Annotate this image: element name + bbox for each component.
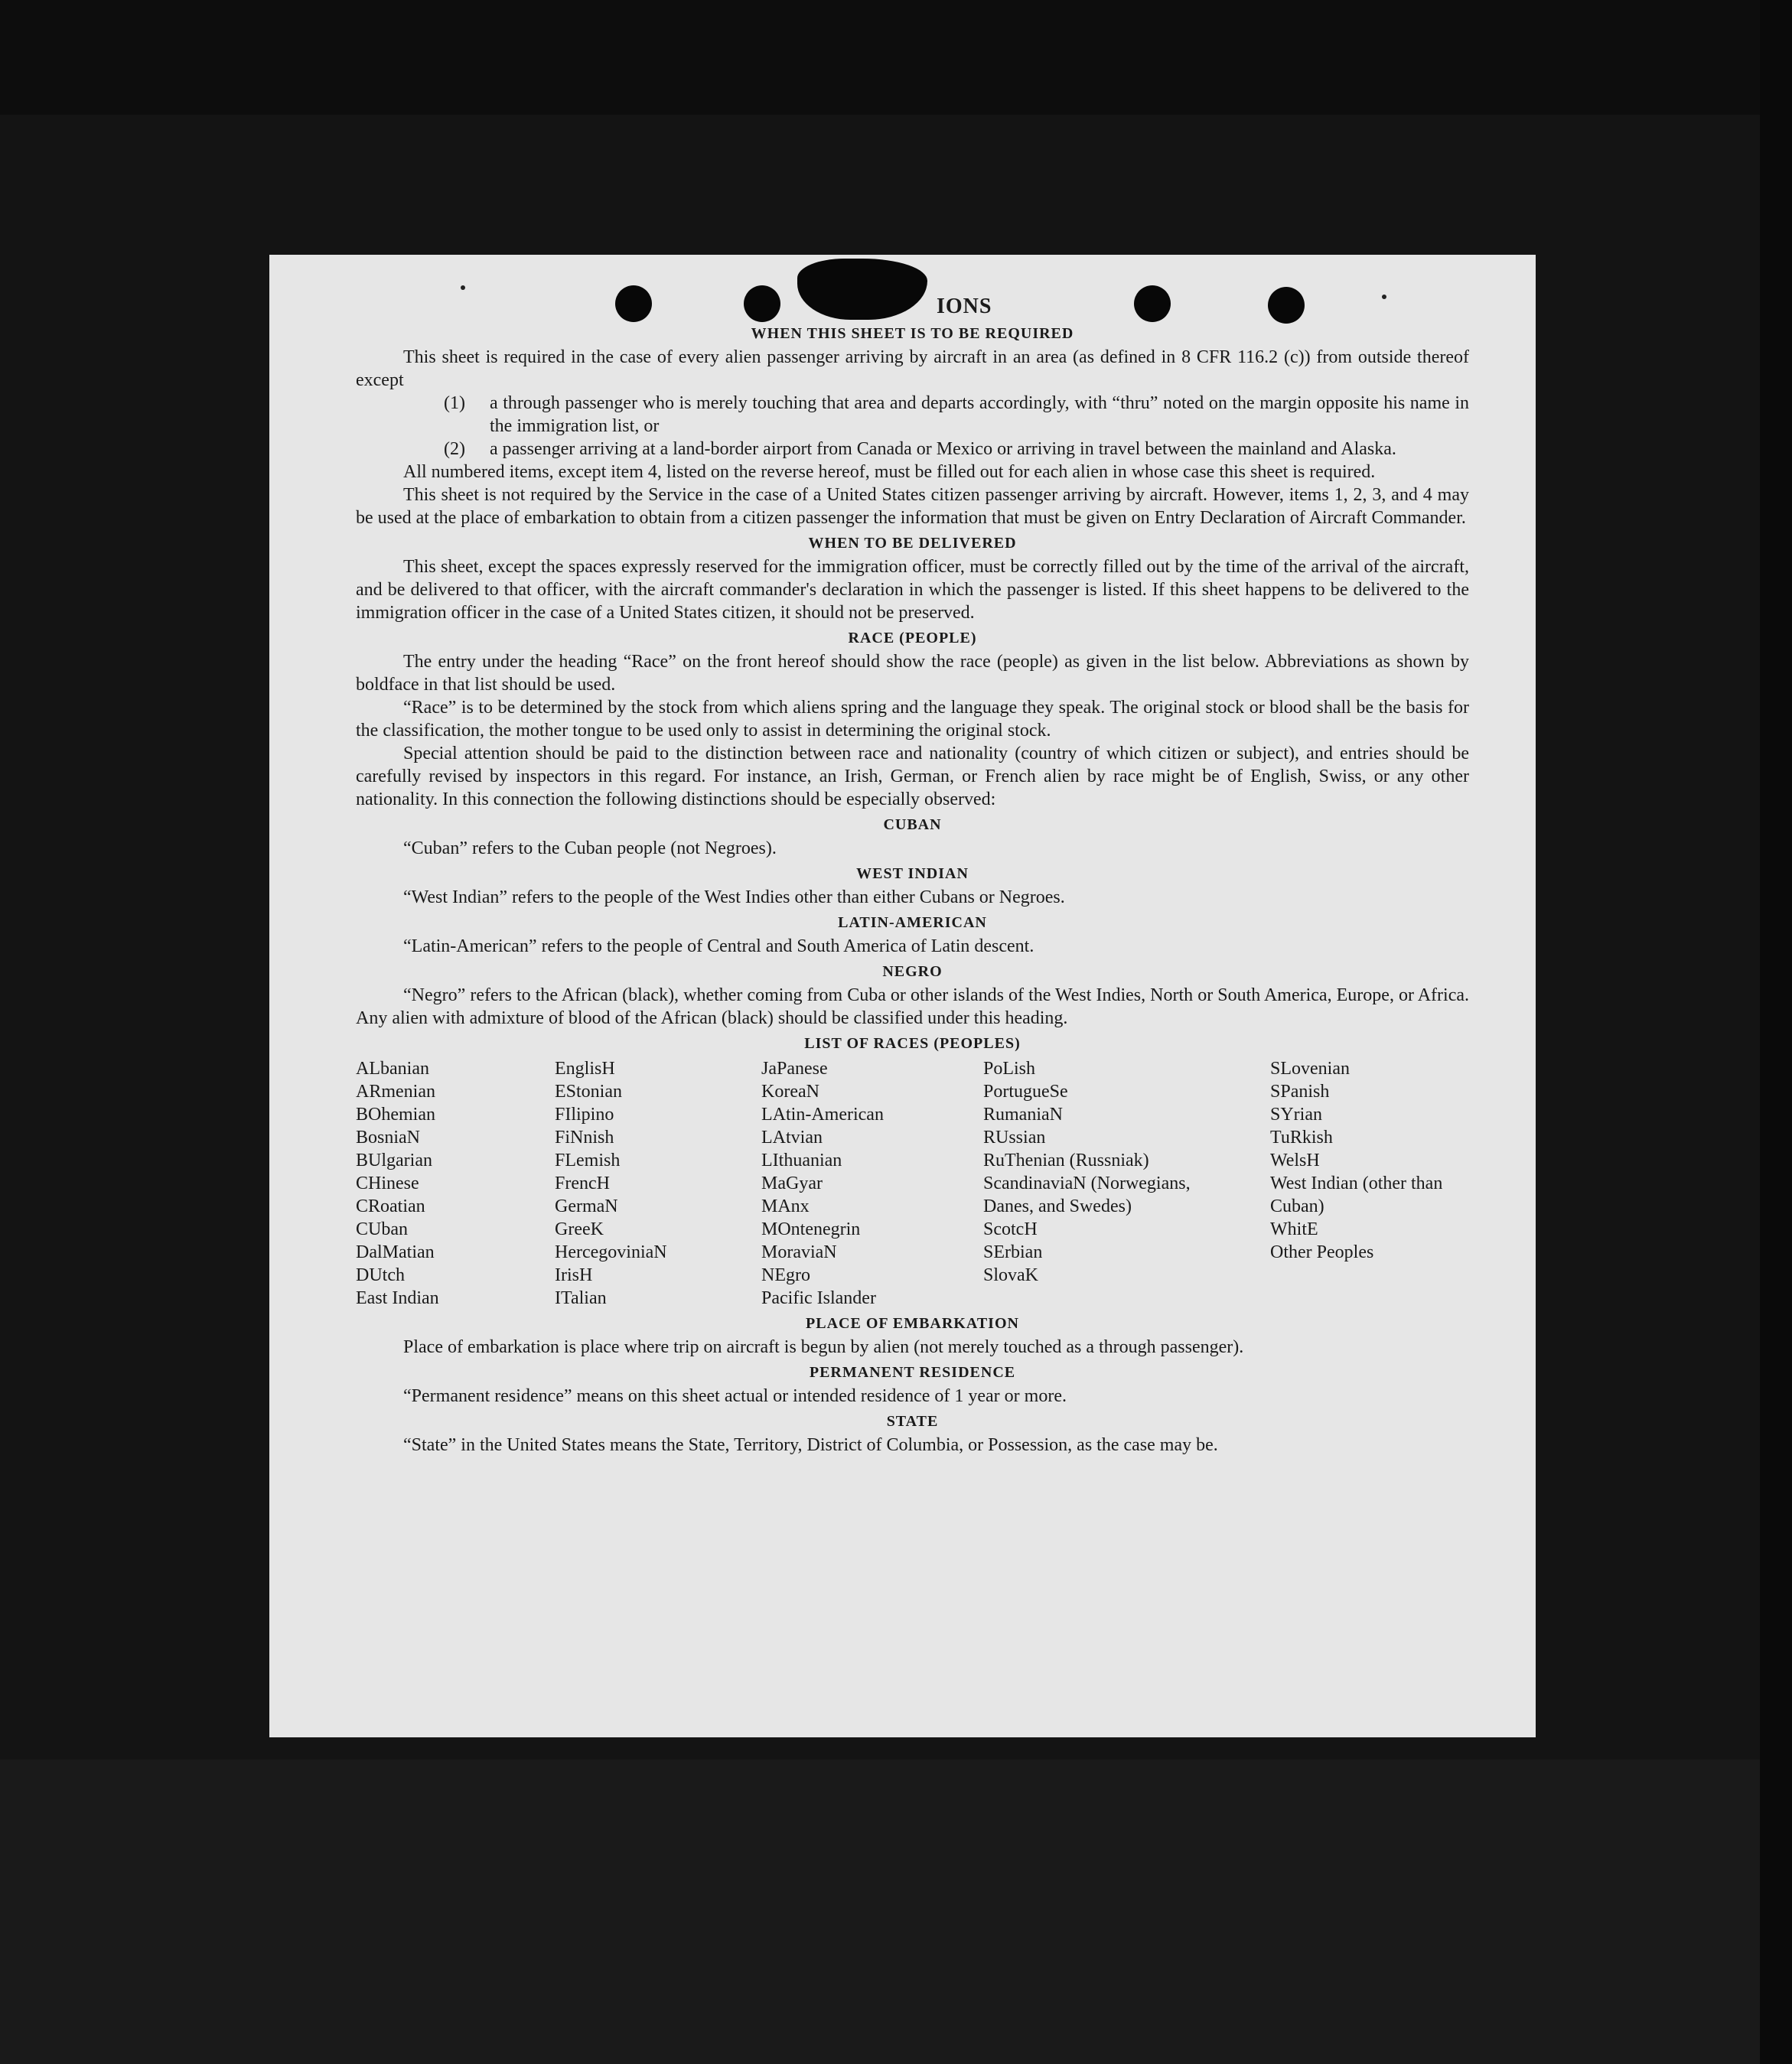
- race-entry: GermaN: [555, 1196, 618, 1216]
- paragraph-delivery: This sheet, except the spaces expressly reserved for the immigration officer, must be correctly filled out by the time of the arrival of the aircraft, and be delivered to that officer, with the aircraft commander's declaration in which the passenger is listed. If this sheet happens to be delivered to the immigration officer in the case of a United States citizen, it should not be preserved.: [356, 557, 1469, 623]
- race-entry: RuThenian (Russniak): [983, 1151, 1149, 1170]
- paragraph-west-indian: “West Indian” refers to the people of the West Indies other than either Cubans or Negroes.: [403, 887, 1065, 907]
- heading-west-indian: WEST INDIAN: [856, 865, 969, 882]
- speck: [1382, 295, 1386, 299]
- race-entry-scandinavian: ScandinaviaN (Norwegians, Danes, and Swedes): [983, 1174, 1191, 1216]
- film-edge-right: [1760, 0, 1792, 2064]
- item-text: a through passenger who is merely touching that area and departs accordingly, with “thru” noted on the margin opposite his name in the immigration list, or: [490, 393, 1469, 436]
- heading-list-of-races: LIST OF RACES (PEOPLES): [804, 1035, 1021, 1052]
- race-entry: SErbian: [983, 1242, 1043, 1262]
- speck: [461, 285, 465, 290]
- heading-embarkation: PLACE OF EMBARKATION: [806, 1315, 1019, 1332]
- heading-when-required: WHEN THIS SHEET IS TO BE REQUIRED: [751, 325, 1074, 342]
- heading-race: RACE (PEOPLE): [848, 630, 977, 646]
- paragraph-numbered-items: All numbered items, except item 4, listed on the reverse hereof, must be filled out for each alien in whose case this sheet is required.: [403, 462, 1376, 482]
- race-entry: ScotcH: [983, 1219, 1038, 1239]
- race-entry: BUlgarian: [356, 1151, 432, 1170]
- race-entry: NEgro: [761, 1265, 810, 1285]
- race-entry: FIlipino: [555, 1105, 614, 1125]
- race-entry: KoreaN: [761, 1082, 819, 1102]
- item-number: (1): [444, 393, 465, 413]
- race-entry: Pacific Islander: [761, 1288, 876, 1308]
- race-entry: DalMatian: [356, 1242, 435, 1262]
- exception-item-1: [356, 392, 1469, 438]
- paragraph-residence: “Permanent residence” means on this sheet actual or intended residence of 1 year or more.: [403, 1386, 1067, 1406]
- race-entry: EnglisH: [555, 1059, 615, 1079]
- race-entry: SlovaK: [983, 1265, 1038, 1285]
- race-entry: LAtin-American: [761, 1105, 884, 1125]
- sheet-title-fragment: IONS: [937, 295, 992, 318]
- race-entry: HercegoviniaN: [555, 1242, 667, 1262]
- film-edge-bottom: [0, 1760, 1792, 2064]
- race-entry: EStonian: [555, 1082, 622, 1102]
- races-column-1: [356, 1057, 555, 1310]
- race-entry: ARmenian: [356, 1082, 435, 1102]
- race-entry: MoraviaN: [761, 1242, 837, 1262]
- paragraph-cuban: “Cuban” refers to the Cuban people (not Negroes).: [403, 838, 777, 858]
- paragraph-intro: This sheet is required in the case of every alien passenger arriving by aircraft in an area (as defined in 8 CFR 116.2 (c)) from outside thereof except: [356, 347, 1469, 390]
- race-entry: CHinese: [356, 1174, 419, 1193]
- race-entry: FrencH: [555, 1174, 610, 1193]
- heading-residence: PERMANENT RESIDENCE: [809, 1364, 1016, 1381]
- punch-hole: [1134, 285, 1171, 322]
- paragraph-race-1: The entry under the heading “Race” on the front hereof should show the race (people) as given in the list below. Abbreviations as shown by boldface in that list should be used.: [356, 652, 1469, 695]
- race-entry: WhitE: [1270, 1219, 1318, 1239]
- race-entry: East Indian: [356, 1288, 439, 1308]
- race-entry: TuRkish: [1270, 1128, 1333, 1148]
- heading-latin-american: LATIN-AMERICAN: [838, 914, 987, 931]
- race-entry: BOhemian: [356, 1105, 435, 1125]
- punch-hole: [1268, 287, 1305, 324]
- torn-area: [797, 259, 927, 320]
- races-column-4: [983, 1057, 1270, 1310]
- instruction-sheet: [269, 255, 1536, 1737]
- races-column-5: [1270, 1057, 1469, 1310]
- race-entry: MAnx: [761, 1196, 810, 1216]
- heading-negro: NEGRO: [882, 963, 943, 980]
- paragraph-race-2: “Race” is to be determined by the stock from which aliens spring and the language they speak. The original stock or blood shall be the basis for the classification, the mother tongue to be used only to assist in determining the original stock.: [356, 698, 1469, 741]
- race-entry: SPanish: [1270, 1082, 1330, 1102]
- race-entry: ALbanian: [356, 1059, 429, 1079]
- race-entry: IrisH: [555, 1265, 593, 1285]
- item-text: a passenger arriving at a land-border airport from Canada or Mexico or arriving in travel between the mainland and Alaska.: [490, 439, 1396, 459]
- race-entry: GreeK: [555, 1219, 604, 1239]
- race-entry: JaPanese: [761, 1059, 828, 1079]
- race-entry: BosniaN: [356, 1128, 420, 1148]
- heading-cuban: CUBAN: [883, 816, 942, 833]
- races-list: [356, 1057, 1469, 1310]
- paragraph-embarkation: Place of embarkation is place where trip on aircraft is begun by alien (not merely touched as a through passenger).: [403, 1337, 1244, 1357]
- race-entry: DUtch: [356, 1265, 405, 1285]
- punch-hole: [744, 285, 780, 322]
- race-entry: SLovenian: [1270, 1059, 1350, 1079]
- film-edge-top: [0, 0, 1792, 115]
- paragraph-latin-american: “Latin-American” refers to the people of Central and South America of Latin descent.: [403, 936, 1034, 956]
- heading-state: STATE: [886, 1413, 939, 1430]
- race-entry: FLemish: [555, 1151, 621, 1170]
- race-entry: RumaniaN: [983, 1105, 1063, 1125]
- races-column-3: [761, 1057, 983, 1310]
- race-entry: WelsH: [1270, 1151, 1320, 1170]
- race-entry: RUssian: [983, 1128, 1046, 1148]
- races-column-2: [555, 1057, 761, 1310]
- race-entry: PoLish: [983, 1059, 1036, 1079]
- race-entry: FiNnish: [555, 1128, 614, 1148]
- race-entry-west-indian: West Indian (other than Cuban): [1270, 1174, 1443, 1216]
- paragraph-negro: “Negro” refers to the African (black), whether coming from Cuba or other islands of the West Indies, North or South America, Europe, or Africa. Any alien with admixture of blood of the African (black) should be classified under this heading.: [356, 985, 1469, 1028]
- race-entry: SYrian: [1270, 1105, 1322, 1125]
- item-number: (2): [444, 439, 465, 459]
- race-entry: MaGyar: [761, 1174, 823, 1193]
- punch-hole: [615, 285, 652, 322]
- race-entry: CUban: [356, 1219, 408, 1239]
- race-entry: ITalian: [555, 1288, 607, 1308]
- race-entry: PortugueSe: [983, 1082, 1068, 1102]
- paragraph-citizen: This sheet is not required by the Service in the case of a United States citizen passenger arriving by aircraft. However, items 1, 2, 3, and 4 may be used at the place of embarkation to obtain from a citizen passenger the information that must be given on Entry Declaration of Aircraft Commander.: [356, 485, 1469, 528]
- race-entry: MOntenegrin: [761, 1219, 861, 1239]
- race-entry: LIthuanian: [761, 1151, 842, 1170]
- paragraph-state: “State” in the United States means the State, Territory, District of Columbia, or Possession, as the case may be.: [403, 1435, 1218, 1455]
- race-entry: Other Peoples: [1270, 1242, 1374, 1262]
- race-entry: LAtvian: [761, 1128, 823, 1148]
- paragraph-race-3: Special attention should be paid to the distinction between race and nationality (country of which citizen or subject), and entries should be carefully revised by inspectors in this regard. For instance, an Irish, German, or French alien by race might be of English, Swiss, or any other nationality. In this connection the following distinctions should be especially observed:: [356, 744, 1469, 809]
- heading-when-delivered: WHEN TO BE DELIVERED: [808, 535, 1017, 552]
- race-entry: CRoatian: [356, 1196, 425, 1216]
- exception-item-2: [356, 438, 1469, 461]
- document-body: [356, 320, 1469, 1457]
